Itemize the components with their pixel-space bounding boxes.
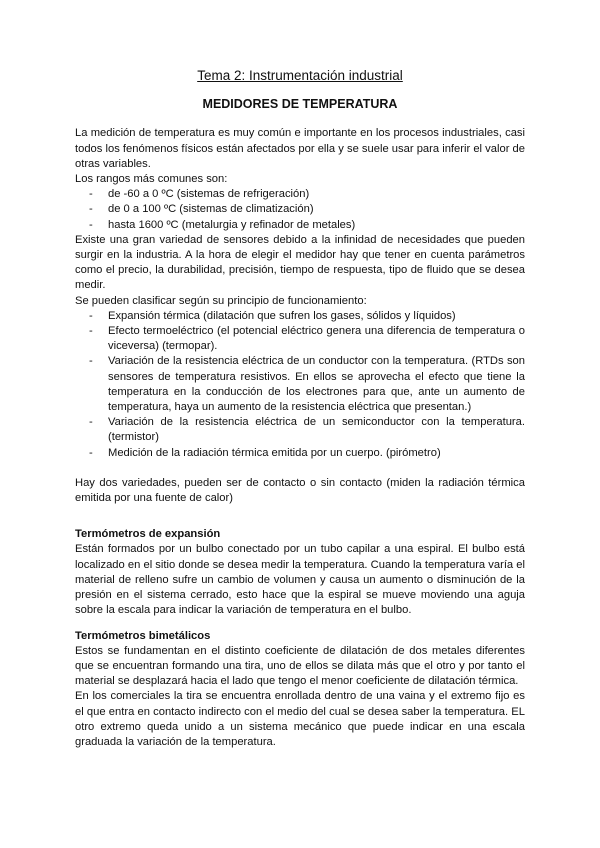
list-item: [75, 187, 525, 202]
list-item: [75, 354, 525, 415]
list-item-text: Variación de la resistencia eléctrica de un semiconductor con la temperatura. (termistor): [108, 416, 525, 444]
list-item: [75, 415, 525, 445]
intro-paragraph: La medición de temperatura es muy común e importante en los procesos industriales, casi todos los fenómenos físicos están afectados por ella y se suele usar para inferir el valor de otras variables.: [75, 127, 525, 170]
principles-list: [75, 309, 525, 461]
dash-bullet: -: [89, 218, 93, 231]
document-title: Tema 2: Instrumentación industrial: [197, 68, 403, 83]
list-item-text: Efecto termoeléctrico (el potencial eléctrico genera una diferencia de temperatura o viceversa) (termopar).: [108, 325, 525, 353]
dash-bullet: -: [89, 416, 93, 429]
classify-label: Se pueden clasificar según su principio de funcionamiento:: [75, 294, 367, 307]
dash-bullet: -: [89, 325, 93, 338]
list-item: [75, 446, 525, 461]
ranges-list: [75, 187, 525, 233]
section-heading: MEDIDORES DE TEMPERATURA: [202, 97, 398, 112]
dash-bullet: -: [89, 355, 93, 368]
expansion-heading: Termómetros de expansión: [75, 528, 221, 541]
dash-bullet: -: [89, 203, 93, 216]
document-page: [75, 68, 525, 750]
list-item-text: de -60 a 0 ºC (sistemas de refrigeración): [108, 188, 310, 201]
list-item-text: Variación de la resistencia eléctrica de un conductor con la temperatura. (RTDs son sensores de temperatura resistivos. En ellos se aprovecha el efecto que tiene la temperatura en la conducción de los electrones para que, ante un aumento de temperatura, haya un aumento de la resistencia eléctrica que presentan.): [108, 355, 525, 414]
list-item: [75, 324, 525, 354]
variety-paragraph: Existe una gran variedad de sensores debido a la infinidad de necesidades que pueden surgir en la industria. A la hora de elegir el medidor hay que tener en cuenta parámetros como el precio, la durabilidad, precisión, tiempo de respuesta, tipo de fluido que se desea medir.: [75, 233, 525, 292]
expansion-paragraph: Están formados por un bulbo conectado por un tubo capilar a una espiral. El bulbo está localizado en el sitio donde se desea medir la temperatura. Cuando la temperatura varía el material de relleno sufre un cambio de volumen y causa un aumento o disminución de la presión en el sistema cerrado, esto hace que la espiral se mueve moviendo una aguja sobre la escala para indicar la variación de temperatura en el bulbo.: [75, 543, 525, 617]
bimetallic-paragraph-2: En los comerciales la tira se encuentra enrollada dentro de una vaina y el extremo fijo es el que entra en contacto indirecto con el medio del cual se desea saber la temperatura. EL otro extremo queda unido a un sistema mecánico que puede indicar en una escala graduada la variación de la temperatura.: [75, 690, 525, 748]
list-item-text: hasta 1600 ºC (metalurgia y refinador de metales): [108, 218, 356, 231]
dash-bullet: -: [89, 309, 93, 322]
ranges-label: Los rangos más comunes son:: [75, 173, 228, 186]
list-item: [75, 218, 525, 233]
bimetallic-heading: Termómetros bimetálicos: [75, 629, 211, 642]
list-item-text: Expansión térmica (dilatación que sufren los gases, sólidos y líquidos): [108, 309, 456, 322]
list-item-text: de 0 a 100 ºC (sistemas de climatización): [108, 203, 314, 216]
bimetallic-paragraph-1: Estos se fundamentan en el distinto coeficiente de dilatación de dos metales diferentes que se encuentran formando una tira, uno de ellos se dilata más que el otro y por tanto el material se desplazará hacia el lado que tengo el menor coeficiente de dilatación térmica.: [75, 644, 525, 688]
dash-bullet: -: [89, 446, 93, 459]
dash-bullet: -: [89, 188, 93, 201]
varieties-paragraph: Hay dos variedades, pueden ser de contacto o sin contacto (miden la radiación térmica emitida por una fuente de calor): [75, 476, 525, 505]
list-item: [75, 202, 525, 217]
list-item: [75, 309, 525, 324]
list-item-text: Medición de la radiación térmica emitida por un cuerpo. (pirómetro): [108, 446, 441, 459]
